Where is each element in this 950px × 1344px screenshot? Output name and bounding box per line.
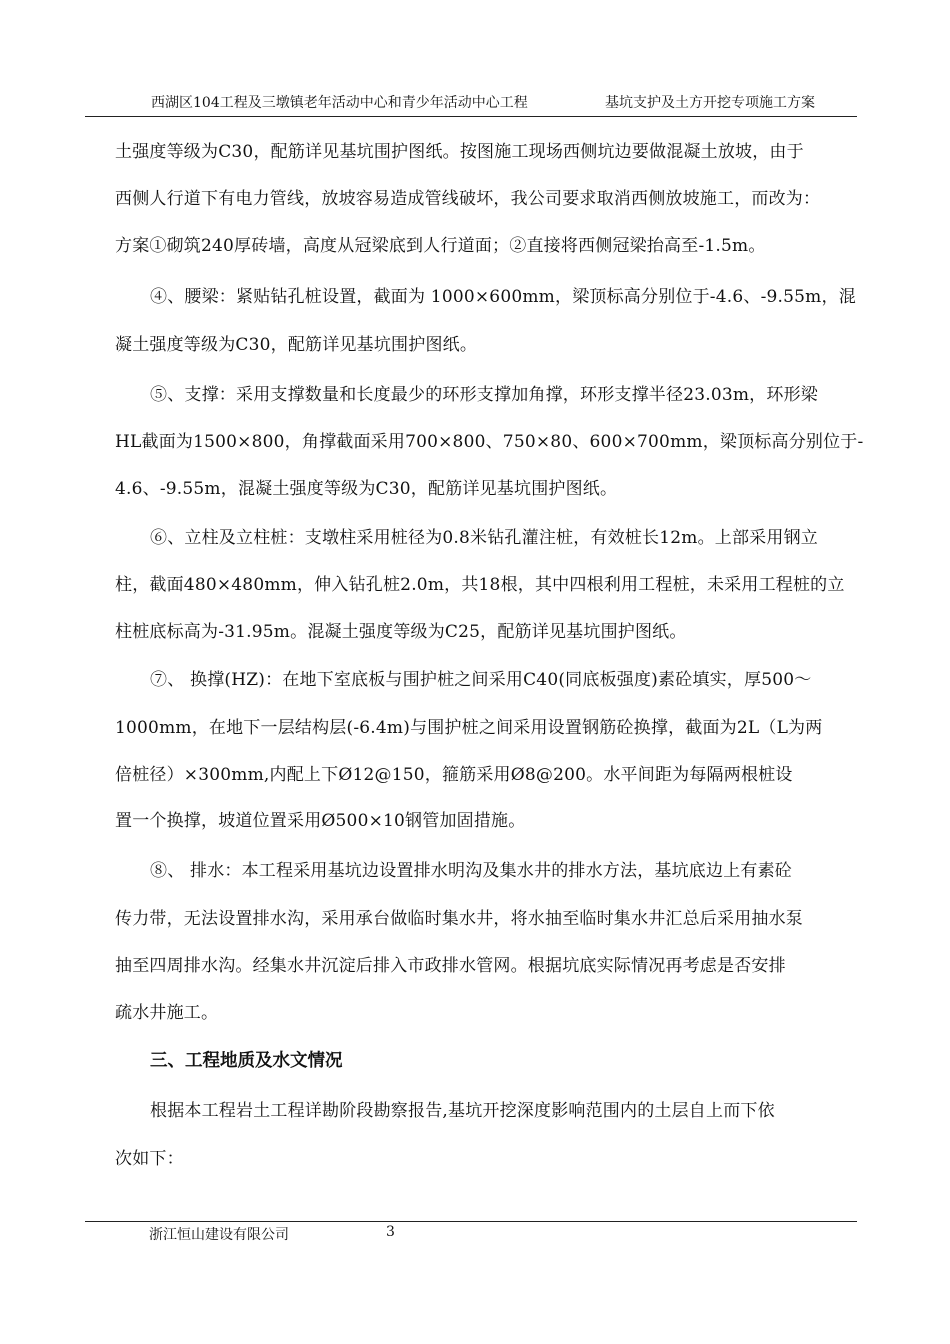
header-document-title: 基坑支护及土方开挖专项施工方案	[605, 95, 815, 111]
footer-company: 浙江恒山建设有限公司	[149, 1227, 289, 1243]
body-line: 凝土强度等级为C30，配筋详见基坑围护图纸。	[115, 335, 478, 355]
body-line: 次如下：	[115, 1149, 184, 1169]
section-heading: 三、工程地质及水文情况	[150, 1051, 343, 1071]
body-line: 柱桩底标高为-31.95m。混凝土强度等级为C25，配筋详见基坑围护图纸。	[115, 622, 687, 642]
body-line: ④、腰梁：紧贴钻孔桩设置，截面为 1000×600mm，梁顶标高分别位于-4.6、-9.55m，混	[150, 287, 856, 307]
body-line: 柱，截面480×480mm，伸入钻孔桩2.0m，共18根，其中四根利用工程桩，未采用工程桩的立	[115, 575, 845, 595]
body-line: 倍桩径）×300mm,内配上下Ø12@150，箍筋采用Ø8@200。水平间距为每隔两根桩设	[115, 765, 793, 785]
page-number: 3	[386, 1224, 395, 1240]
body-line: ⑥、立柱及立柱桩：支墩柱采用桩径为0.8米钻孔灌注桩，有效桩长12m。上部采用钢立	[150, 528, 818, 548]
body-line: HL截面为1500×800，角撑截面采用700×800、750×80、600×700mm，梁顶标高分别位于-	[115, 432, 864, 452]
body-line: 抽至四周排水沟。经集水井沉淀后排入市政排水管网。根据坑底实际情况再考虑是否安排	[115, 956, 786, 976]
body-line: ⑤、支撑：采用支撑数量和长度最少的环形支撑加角撑，环形支撑半径23.03m，环形梁	[150, 385, 818, 405]
body-line: 土强度等级为C30，配筋详见基坑围护图纸。按图施工现场西侧坑边要做混凝土放坡，由于	[115, 142, 804, 162]
body-line: 4.6、-9.55m，混凝土强度等级为C30，配筋详见基坑围护图纸。	[115, 479, 618, 499]
body-line: 西侧人行道下有电力管线，放坡容易造成管线破坏，我公司要求取消西侧放坡施工，而改为：	[115, 189, 821, 209]
page-footer	[85, 1221, 857, 1243]
page-header	[85, 92, 857, 117]
body-line: ⑧、 排水：本工程采用基坑边设置排水明沟及集水井的排水方法，基坑底边上有素砼	[150, 861, 793, 881]
body-line: 疏水井施工。	[115, 1003, 219, 1023]
body-line: 方案①砌筑240厚砖墙，高度从冠梁底到人行道面；②直接将西侧冠梁抬高至-1.5m。	[115, 236, 766, 256]
body-line: 置一个换撑，坡道位置采用Ø500×10钢管加固措施。	[115, 811, 526, 831]
body-line: 根据本工程岩土工程详勘阶段勘察报告,基坑开挖深度影响范围内的土层自上而下依	[150, 1101, 775, 1121]
body-line: ⑦、 换撑(HZ)：在地下室底板与围护桩之间采用C40(同底板强度)素砼填实，厚500～	[150, 670, 812, 690]
header-project-title: 西湖区104工程及三墩镇老年活动中心和青少年活动中心工程	[151, 95, 528, 111]
body-line: 1000mm，在地下一层结构层(-6.4m)与围护桩之间采用设置钢筋砼换撑，截面为2L（L为两	[115, 718, 823, 738]
body-line: 传力带，无法设置排水沟，采用承台做临时集水井，将水抽至临时集水井汇总后采用抽水泵	[115, 909, 803, 929]
